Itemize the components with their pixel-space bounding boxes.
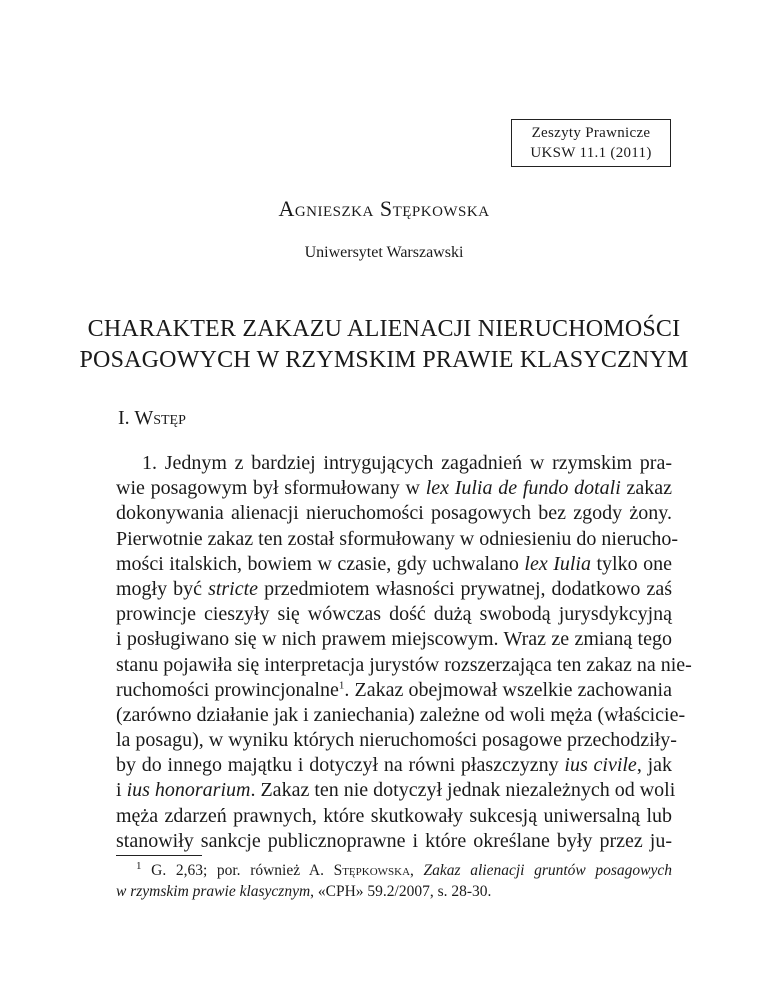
footnote-ref[interactable]: 1	[338, 679, 345, 692]
body-text-segment: lex Iulia de fundo dotali	[425, 477, 621, 500]
body-line: (zarówno działanie jak i zaniechania) zależne od woli męża (właścicie-	[116, 703, 686, 726]
author-first-name: Agnieszka	[278, 196, 374, 221]
body-line: i posługiwano się w nich prawem miejscowym. Wraz ze zmianą tego	[116, 628, 672, 651]
body-line	[116, 753, 672, 778]
footnote	[116, 860, 672, 902]
body-line: dokonywania alienacji nieruchomości posagowych bez zgody żony.	[116, 502, 672, 525]
body-text-segment: przedmiotem własności prywatnej, dodatkowo zaś	[258, 577, 672, 600]
body-text-segment: stricte	[208, 577, 259, 600]
body-line: la posagu), w wyniku których nieruchomości posagowe przechodziły-	[116, 729, 677, 752]
author-name	[0, 196, 768, 222]
body-text-segment: by do innego majątku i dotyczył na równi płaszczyzny	[116, 754, 565, 777]
body-line	[116, 476, 672, 501]
footnote-title: Zakaz alienacji gruntów posagowych	[423, 862, 672, 879]
title-line-1: CHARAKTER ZAKAZU ALIENACJI NIERUCHOMOŚCI	[87, 316, 681, 342]
body-line: prowincje cieszyły się wówczas dość dużą swobodą jurysdykcyjną	[116, 603, 672, 626]
body-text-segment: ius honorarium	[126, 779, 251, 802]
section-number: I.	[118, 407, 130, 429]
body-text-segment: i	[116, 779, 127, 802]
journal-name: Zeszyty Prawnicze	[531, 125, 651, 141]
footnote-title: w rzymskim prawie klasycznym	[116, 883, 311, 900]
title-line-2: POSAGOWYCH W RZYMSKIM PRAWIE KLASYCZNYM	[79, 347, 689, 373]
body-line	[116, 577, 672, 602]
section-name: Wstęp	[134, 407, 186, 429]
body-line	[116, 778, 676, 803]
body-line: stanowiły sankcje publicznoprawne i które określane były przez ju-	[116, 829, 672, 852]
body-line: stanu pojawiła się interpretacja jurystów rozszerzająca ten zakaz na nie-	[116, 653, 692, 676]
article-title	[0, 314, 768, 376]
footnote-text: , «CPH» 59.2/2007, s. 28-30.	[310, 883, 492, 900]
footnote-line	[116, 881, 672, 902]
body-line: Pierwotnie zakaz ten został sformułowany w odniesieniu do nierucho-	[116, 527, 679, 550]
body-line	[116, 678, 672, 703]
body-line: męża zdarzeń prawnych, które skutkowały sukcesją uniwersalną lub	[116, 804, 672, 827]
footnote-line	[116, 860, 672, 881]
body-text-segment: ruchomości prowincjonalne	[116, 678, 339, 701]
body-text-segment: mości italskich, bowiem w czasie, gdy uchwalano	[116, 552, 525, 575]
body-text-segment: zakaz	[620, 477, 672, 500]
body-text-segment: mogły być	[116, 577, 209, 600]
affiliation: Uniwersytet Warszawski	[304, 244, 464, 261]
footnote-number: 1	[136, 859, 142, 872]
body-text-segment: wie posagowym był sformułowany w	[116, 477, 426, 500]
body-text-segment: tylko one	[591, 552, 672, 575]
journal-info-box	[511, 119, 671, 167]
footnote-text: G. 2,63; por. również A.	[141, 862, 334, 879]
footnote-author: Stępkowska	[333, 862, 411, 879]
body-text	[116, 451, 692, 854]
body-text-segment: . Zakaz obejmował wszelkie zachowania	[344, 678, 672, 701]
body-text-segment: , jak	[636, 754, 673, 777]
body-text-segment: ius civile	[564, 754, 637, 777]
footnote-rule	[116, 855, 202, 856]
body-line: 1. Jednym z bardziej intrygujących zagadnień w rzymskim pra-	[142, 452, 672, 474]
journal-volume: UKSW 11.1 (2011)	[530, 145, 652, 161]
section-heading	[118, 407, 186, 430]
author-last-name: Stępkowska	[379, 196, 490, 221]
body-text-segment: . Zakaz ten nie dotyczył jednak niezależnych od woli	[250, 779, 676, 802]
footnote-text: ,	[410, 862, 424, 879]
body-text-segment: lex Iulia	[524, 552, 591, 575]
body-line	[116, 552, 672, 577]
